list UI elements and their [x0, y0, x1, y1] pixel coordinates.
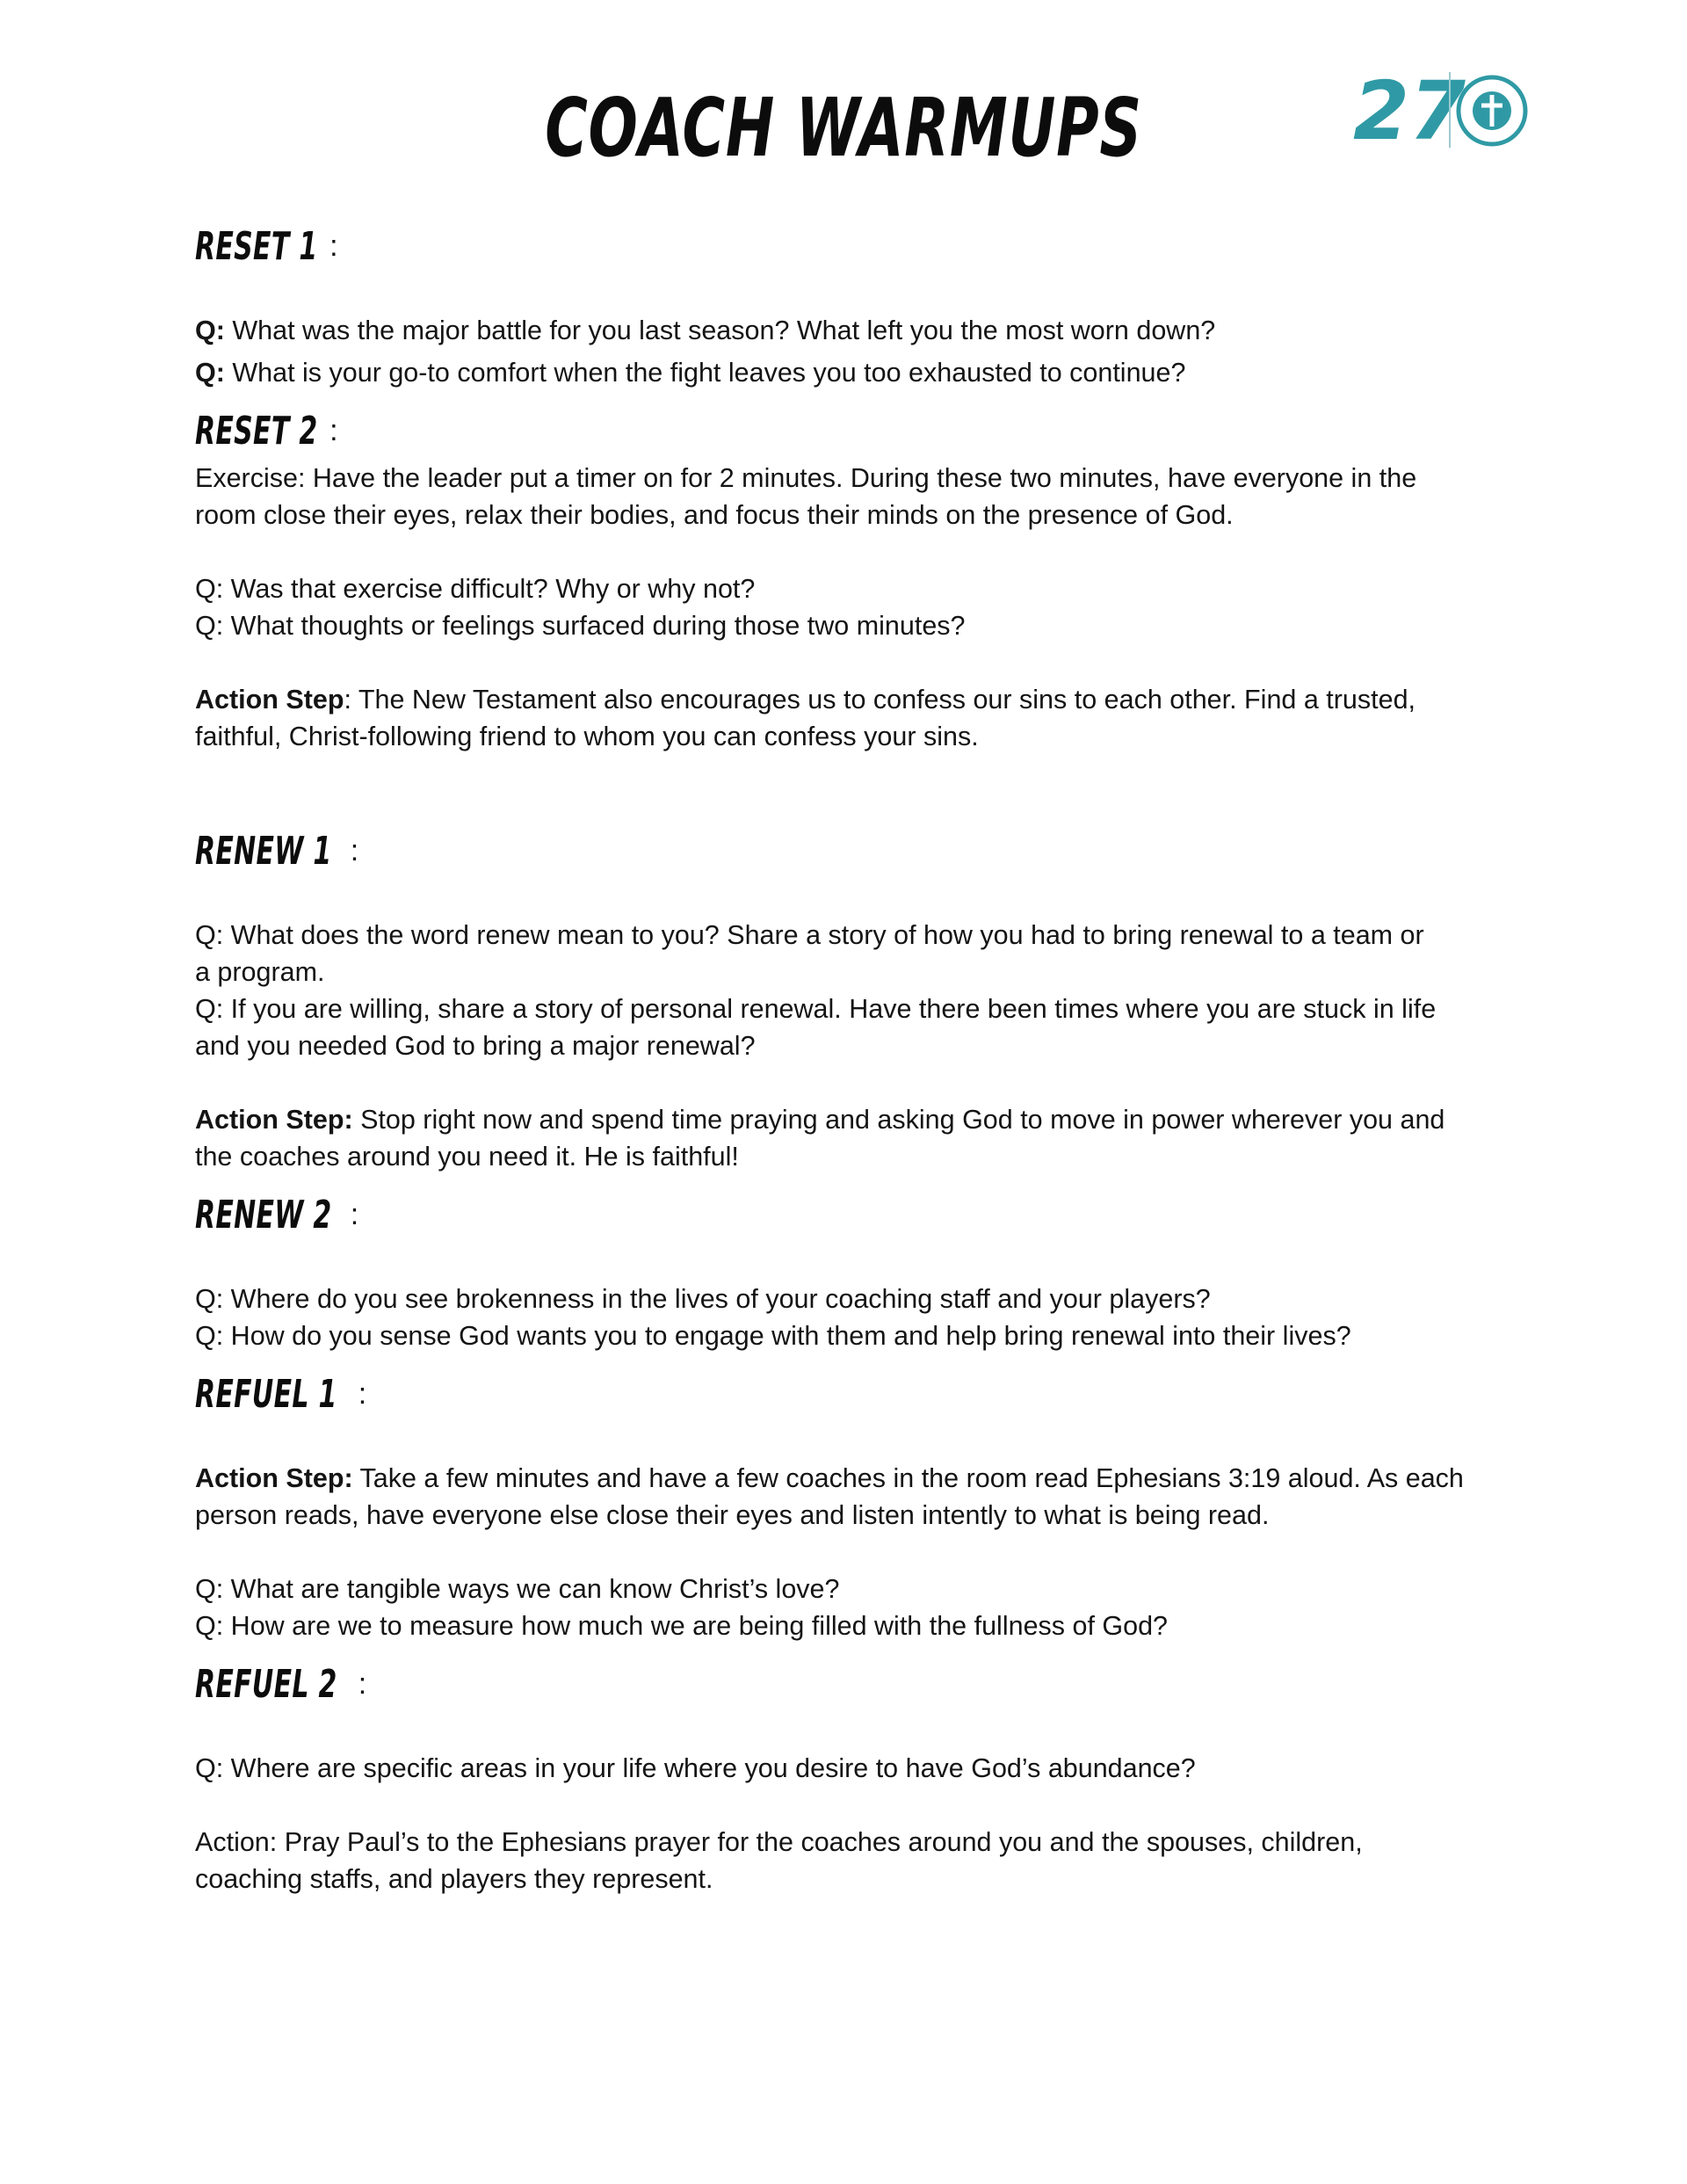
- question-line: Q: What was the major battle for you last season? What left you the most worn down?: [195, 316, 1216, 345]
- heading-colon: :: [350, 1198, 359, 1231]
- section-renew-2: [195, 1193, 1513, 1354]
- question-line: Q: What are tangible ways we can know Christ’s love?: [195, 1574, 840, 1604]
- section-heading: RESET 2: [195, 409, 318, 453]
- action-step-line: Action Step: The New Testament also encourages us to confess our sins to each other. Find a trusted,: [195, 685, 1416, 715]
- action-step-line: faithful, Christ-following friend to whom you can confess your sins.: [195, 722, 979, 751]
- question-line: Q: What thoughts or feelings surfaced during those two minutes?: [195, 611, 966, 641]
- logo-number: 27: [1353, 64, 1466, 158]
- section-heading: RENEW 2: [195, 1193, 332, 1237]
- section-refuel-2: [195, 1662, 1513, 1897]
- document-body: [195, 224, 1513, 1897]
- question-line: a program.: [195, 957, 325, 987]
- question-line: Q: How are we to measure how much we are being filled with the fullness of God?: [195, 1611, 1169, 1641]
- section-reset-2: [195, 409, 1513, 755]
- question-line: and you needed God to bring a major renewal?: [195, 1031, 756, 1061]
- action-step-line: the coaches around you need it. He is faithful!: [195, 1142, 739, 1172]
- section-heading: REFUEL 2: [195, 1662, 337, 1707]
- action-line: coaching staffs, and players they represent.: [195, 1864, 713, 1894]
- section-heading: RENEW 1: [195, 829, 332, 874]
- question-line: Q: If you are willing, share a story of personal renewal. Have there been times where you are stuck in life: [195, 994, 1437, 1024]
- question-line: Q: What does the word renew mean to you? Share a story of how you had to bring renewal to a team or: [195, 920, 1424, 950]
- section-refuel-1: [195, 1372, 1513, 1644]
- section-heading: REFUEL 1: [195, 1372, 337, 1417]
- section-renew-1: [195, 829, 1513, 1175]
- heading-colon: :: [350, 834, 359, 867]
- page-title: COACH WARMUPS: [545, 81, 1142, 175]
- section-heading: RESET 1: [195, 224, 318, 269]
- heading-colon: :: [329, 414, 338, 447]
- question-line: Q: Where do you see brokenness in the lives of your coaching staff and your players?: [195, 1284, 1211, 1314]
- section-reset-1: [195, 224, 1513, 391]
- exercise-line: Exercise: Have the leader put a timer on for 2 minutes. During these two minutes, have everyone in the: [195, 463, 1417, 493]
- fca-27-logo: [1353, 62, 1529, 158]
- action-line: Action: Pray Paul’s to the Ephesians prayer for the coaches around you and the spouses, children,: [195, 1827, 1363, 1857]
- heading-colon: :: [358, 1667, 367, 1701]
- exercise-line: room close their eyes, relax their bodies, and focus their minds on the presence of God.: [195, 500, 1234, 530]
- action-step-line: person reads, have everyone else close their eyes and listen intently to what is being read.: [195, 1500, 1270, 1530]
- heading-colon: :: [329, 229, 338, 263]
- question-line: Q: How do you sense God wants you to engage with them and help bring renewal into their lives?: [195, 1321, 1351, 1351]
- heading-colon: :: [358, 1377, 367, 1411]
- action-step-line: Action Step: Take a few minutes and have a few coaches in the room read Ephesians 3:19 aloud. As each: [195, 1463, 1464, 1493]
- question-line: Q: Was that exercise difficult? Why or why not?: [195, 574, 756, 604]
- action-step-line: Action Step: Stop right now and spend time praying and asking God to move in power wherever you and: [195, 1105, 1445, 1135]
- fca-27-logo-icon: [1353, 62, 1529, 158]
- question-line: Q: Where are specific areas in your life where you desire to have God’s abundance?: [195, 1753, 1196, 1783]
- question-line: Q: What is your go-to comfort when the fight leaves you too exhausted to continue?: [195, 358, 1186, 388]
